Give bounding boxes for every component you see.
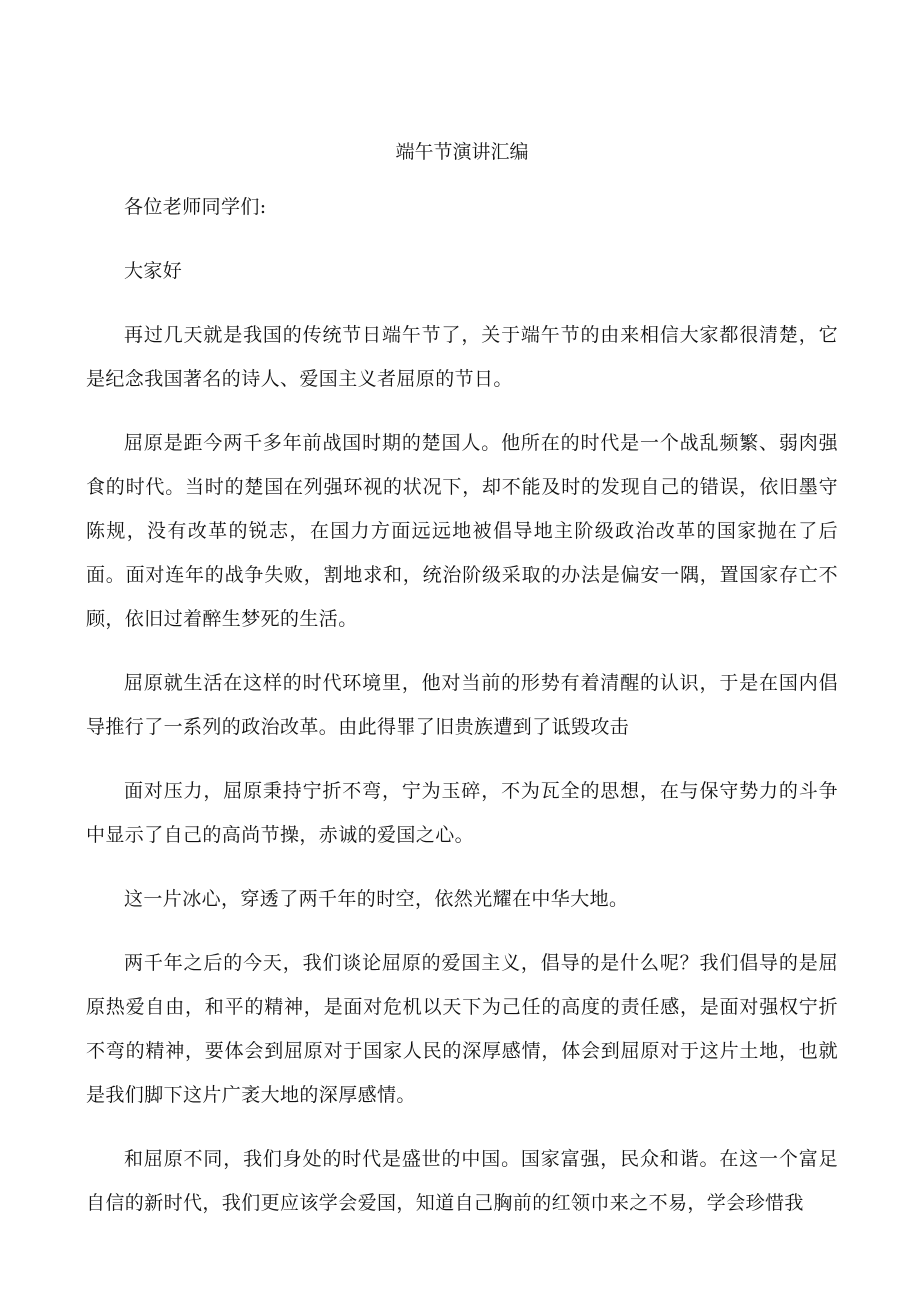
paragraph: 两千年之后的今天，我们谈论屈原的爱国主义，倡导的是什么呢？我们倡导的是屈原热爱自由，和平的精神，是面对危机以天下为己任的高度的责任感，是面对强权宁折不弯的精神，要体会到屈原对于国家人民的深厚感情，体会到屈原对于这片土地，也就是我们脚下这片广袤大地的深厚感情。 bbox=[86, 952, 838, 1106]
paragraph: 和屈原不同，我们身处的时代是盛世的中国。国家富强，民众和谐。在这一个富足自信的新时代，我们更应该学会爱国，知道自己胸前的红领巾来之不易，学会珍惜我 bbox=[86, 1148, 838, 1214]
document-body bbox=[86, 185, 838, 1245]
paragraph: 这一片冰心，穿透了两千年的时空，依然光耀在中华大地。 bbox=[124, 888, 629, 910]
paragraph: 屈原是距今两千多年前战国时期的楚国人。他所在的时代是一个战乱频繁、弱肉强食的时代。当时的楚国在列强环视的状况下，却不能及时的发现自己的错误，依旧墨守陈规，没有改革的锐志，在国力方面远远地被倡导地主阶级政治改革的国家抛在了后面。面对连年的战争失败，割地求和，统治阶级采取的办法是偏安一隅，置国家存亡不顾，依旧过着醉生梦死的生活。 bbox=[86, 432, 838, 630]
paragraph: 屈原就生活在这样的时代环境里，他对当前的形势有着清醒的认识，于是在国内倡导推行了一系列的政治改革。由此得罪了旧贵族遭到了诋毁攻击 bbox=[86, 672, 838, 738]
document-page bbox=[86, 0, 838, 1301]
paragraph: 再过几天就是我国的传统节日端午节了，关于端午节的由来相信大家都很清楚，它是纪念我国著名的诗人、爱国主义者屈原的节日。 bbox=[86, 324, 838, 390]
paragraph: 面对压力，屈原秉持宁折不弯，宁为玉碎，不为瓦全的思想，在与保守势力的斗争中显示了自己的高尚节操，赤诚的爱国之心。 bbox=[86, 780, 838, 846]
document-title: 端午节演讲汇编 bbox=[395, 141, 529, 163]
paragraph-hello: 大家好 bbox=[124, 260, 183, 282]
paragraph-greeting: 各位老师同学们: bbox=[124, 196, 267, 218]
